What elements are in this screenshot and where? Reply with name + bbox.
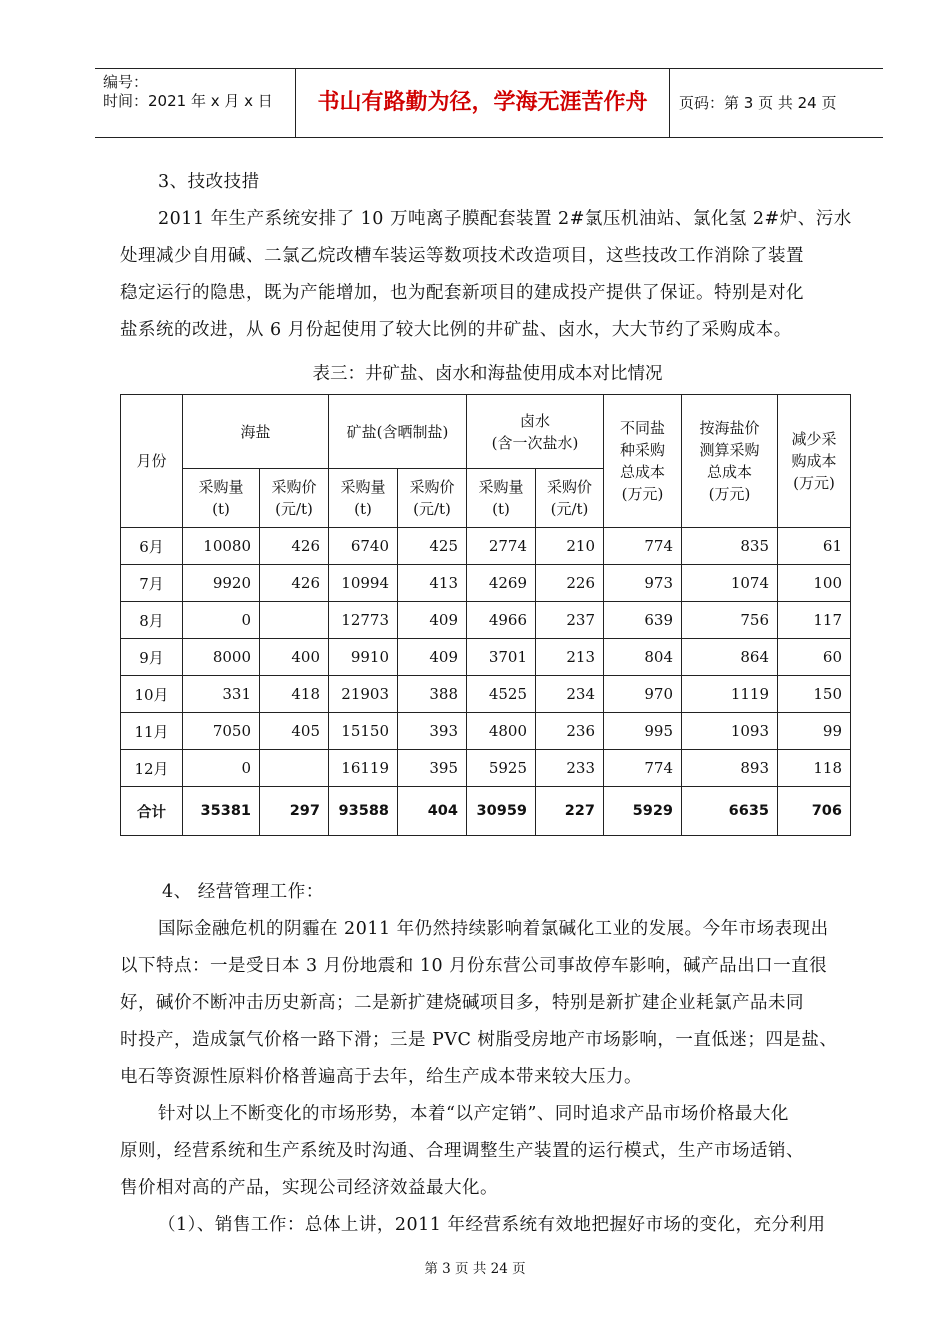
month-cell: 8月 — [121, 602, 183, 639]
value-cell: 227 — [536, 787, 604, 836]
section-4-title: 4、 经营管理工作： — [162, 882, 324, 902]
section-4-para2-line: 针对以上不断变化的市场形势，本着“以产定销”、同时追求产品市场价格最大化 — [158, 1104, 789, 1124]
header-qty — [183, 469, 260, 528]
value-cell: 804 — [604, 639, 682, 676]
value-cell: 405 — [260, 713, 329, 750]
value-cell — [260, 602, 329, 639]
header-qty — [329, 469, 398, 528]
section-4-para1-line: 电石等资源性原料价格普遍高于去年，给生产成本带来较大压力。 — [120, 1067, 642, 1087]
value-cell: 234 — [536, 676, 604, 713]
doc-number-label: 编号： — [103, 73, 149, 91]
section-4-para3: （1）、销售工作：总体上讲，2011 年经营系统有效地把握好市场的变化，充分利用 — [158, 1215, 826, 1235]
header-text: 采购量 — [340, 478, 386, 496]
salt-cost-table — [120, 394, 851, 836]
month-cell: 7月 — [121, 565, 183, 602]
value-cell: 16119 — [329, 750, 398, 787]
value-cell: 706 — [778, 787, 851, 836]
header-text: 按海盐价 — [699, 419, 760, 437]
value-cell: 9910 — [329, 639, 398, 676]
value-cell: 331 — [183, 676, 260, 713]
month-cell: 11月 — [121, 713, 183, 750]
header-text: (元/t) — [550, 500, 589, 518]
table-row — [121, 750, 851, 787]
section-3-line: 稳定运行的隐患，既为产能增加，也为配套新项目的建成投产提供了保证。特别是对化 — [120, 283, 804, 303]
section-4-para1-line: 国际金融危机的阴霾在 2011 年仍然持续影响着氯碱化工业的发展。今年市场表现出 — [158, 919, 829, 939]
value-cell: 893 — [682, 750, 778, 787]
value-cell: 297 — [260, 787, 329, 836]
value-cell: 5925 — [467, 750, 536, 787]
header-price — [398, 469, 467, 528]
value-cell: 237 — [536, 602, 604, 639]
header-text: 总成本 — [706, 463, 752, 481]
header-brine — [467, 395, 604, 469]
value-cell: 425 — [398, 528, 467, 565]
value-cell: 1093 — [682, 713, 778, 750]
header-text: (t) — [354, 500, 372, 518]
value-cell: 6635 — [682, 787, 778, 836]
header-price — [260, 469, 329, 528]
header-motto: 书山有路勤为径，学海无涯苦作舟 — [296, 69, 670, 137]
section-3-title: 3、技改技措 — [158, 172, 260, 192]
table-row — [121, 602, 851, 639]
header-meta — [95, 69, 296, 137]
value-cell: 7050 — [183, 713, 260, 750]
value-cell: 10994 — [329, 565, 398, 602]
value-cell: 233 — [536, 750, 604, 787]
header-text: 采购价 — [546, 478, 592, 496]
header-text: (t) — [492, 500, 510, 518]
value-cell: 8000 — [183, 639, 260, 676]
header-text: 采购价 — [271, 478, 317, 496]
value-cell: 400 — [260, 639, 329, 676]
value-cell: 404 — [398, 787, 467, 836]
header-text: (t) — [212, 500, 230, 518]
value-cell: 774 — [604, 528, 682, 565]
value-cell: 226 — [536, 565, 604, 602]
section-4-para2-line: 售价相对高的产品，实现公司经济效益最大化。 — [120, 1178, 498, 1198]
section-4-para1-line: 时投产，造成氯气价格一路下滑；三是 PVC 树脂受房地产市场影响，一直低迷；四是盐、 — [120, 1030, 838, 1050]
header-text: 减少采 — [791, 430, 837, 448]
header-total-cost — [604, 395, 682, 528]
table-caption: 表三：井矿盐、卤水和海盐使用成本对比情况 — [312, 364, 663, 384]
header-text: (元/t) — [275, 500, 313, 518]
header-qty — [467, 469, 536, 528]
table-row — [121, 713, 851, 750]
value-cell: 418 — [260, 676, 329, 713]
value-cell: 118 — [778, 750, 851, 787]
value-cell: 639 — [604, 602, 682, 639]
header-text: 测算采购 — [699, 441, 760, 459]
value-cell: 835 — [682, 528, 778, 565]
header-text: 种采购 — [619, 441, 665, 459]
value-cell: 995 — [604, 713, 682, 750]
value-cell: 30959 — [467, 787, 536, 836]
value-cell: 1119 — [682, 676, 778, 713]
table-row — [121, 639, 851, 676]
value-cell: 756 — [682, 602, 778, 639]
header-text: 采购价 — [409, 478, 455, 496]
value-cell: 236 — [536, 713, 604, 750]
header-brine-line1: 卤水 — [519, 411, 550, 430]
header-brine-line2: (含一次盐水) — [491, 433, 579, 452]
total-row — [121, 787, 851, 836]
header-sea-salt: 海盐 — [183, 395, 329, 469]
header-text: 采购量 — [198, 478, 244, 496]
value-cell: 409 — [398, 602, 467, 639]
value-cell: 9920 — [183, 565, 260, 602]
header-text: (万元) — [793, 474, 835, 492]
value-cell: 5929 — [604, 787, 682, 836]
month-cell: 9月 — [121, 639, 183, 676]
month-cell: 6月 — [121, 528, 183, 565]
header-text: 购成本 — [791, 452, 837, 470]
value-cell: 3701 — [467, 639, 536, 676]
table-row — [121, 565, 851, 602]
section-3-line: 处理减少自用碱、二氯乙烷改槽车装运等数项技术改造项目，这些技改工作消除了装置 — [120, 246, 804, 266]
value-cell: 210 — [536, 528, 604, 565]
section-3-line: 2011 年生产系统安排了 10 万吨离子膜配套装置 2#氯压机油站、氯化氢 2#炉、污水 — [158, 209, 852, 229]
value-cell: 393 — [398, 713, 467, 750]
value-cell: 774 — [604, 750, 682, 787]
value-cell: 426 — [260, 528, 329, 565]
section-3-line: 盐系统的改进，从 6 月份起使用了较大比例的井矿盐、卤水，大大节约了采购成本。 — [120, 320, 792, 340]
header-page-label: 页码：第 3 页 共 24 页 — [679, 94, 837, 112]
header-text: 采购量 — [478, 478, 524, 496]
value-cell: 1074 — [682, 565, 778, 602]
value-cell: 4966 — [467, 602, 536, 639]
page-header — [95, 68, 883, 138]
value-cell: 395 — [398, 750, 467, 787]
header-mine-salt: 矿盐(含晒制盐) — [329, 395, 467, 469]
section-4-para1-line: 好，碱价不断冲击历史新高；二是新扩建烧碱项目多，特别是新扩建企业耗氯产品未同 — [120, 993, 804, 1013]
value-cell: 150 — [778, 676, 851, 713]
value-cell: 4800 — [467, 713, 536, 750]
section-4-para2-line: 原则，经营系统和生产系统及时沟通、合理调整生产装置的运行模式，生产市场适销、 — [120, 1141, 804, 1161]
page-footer: 第 3 页 共 24 页 — [424, 1261, 526, 1277]
value-cell: 93588 — [329, 787, 398, 836]
value-cell: 117 — [778, 602, 851, 639]
value-cell: 973 — [604, 565, 682, 602]
value-cell: 21903 — [329, 676, 398, 713]
header-estimated-cost — [682, 395, 778, 528]
header-text: (万元) — [621, 485, 664, 503]
value-cell: 99 — [778, 713, 851, 750]
value-cell: 213 — [536, 639, 604, 676]
value-cell: 0 — [183, 602, 260, 639]
value-cell: 388 — [398, 676, 467, 713]
section-4-para1-line: 以下特点：一是受日本 3 月份地震和 10 月份东营公司事故停车影响，碱产品出口一直很 — [120, 956, 828, 976]
doc-time-label: 时间：2021 年 x 月 x 日 — [103, 92, 273, 110]
value-cell: 864 — [682, 639, 778, 676]
month-cell: 10月 — [121, 676, 183, 713]
header-month: 月份 — [121, 395, 183, 528]
value-cell: 413 — [398, 565, 467, 602]
header-text: (元/t) — [413, 500, 451, 518]
header-text: 总成本 — [619, 463, 665, 481]
month-cell: 12月 — [121, 750, 183, 787]
value-cell: 15150 — [329, 713, 398, 750]
value-cell: 6740 — [329, 528, 398, 565]
value-cell: 409 — [398, 639, 467, 676]
value-cell — [260, 750, 329, 787]
value-cell: 35381 — [183, 787, 260, 836]
value-cell: 60 — [778, 639, 851, 676]
value-cell: 10080 — [183, 528, 260, 565]
month-cell: 合计 — [121, 787, 183, 836]
table-row — [121, 676, 851, 713]
header-text: (万元) — [708, 485, 751, 503]
value-cell: 12773 — [329, 602, 398, 639]
header-savings — [778, 395, 851, 528]
header-text: 不同盐 — [619, 419, 665, 437]
table-row — [121, 528, 851, 565]
value-cell: 0 — [183, 750, 260, 787]
value-cell: 2774 — [467, 528, 536, 565]
value-cell: 61 — [778, 528, 851, 565]
value-cell: 100 — [778, 565, 851, 602]
header-price — [536, 469, 604, 528]
value-cell: 4269 — [467, 565, 536, 602]
value-cell: 970 — [604, 676, 682, 713]
value-cell: 4525 — [467, 676, 536, 713]
value-cell: 426 — [260, 565, 329, 602]
